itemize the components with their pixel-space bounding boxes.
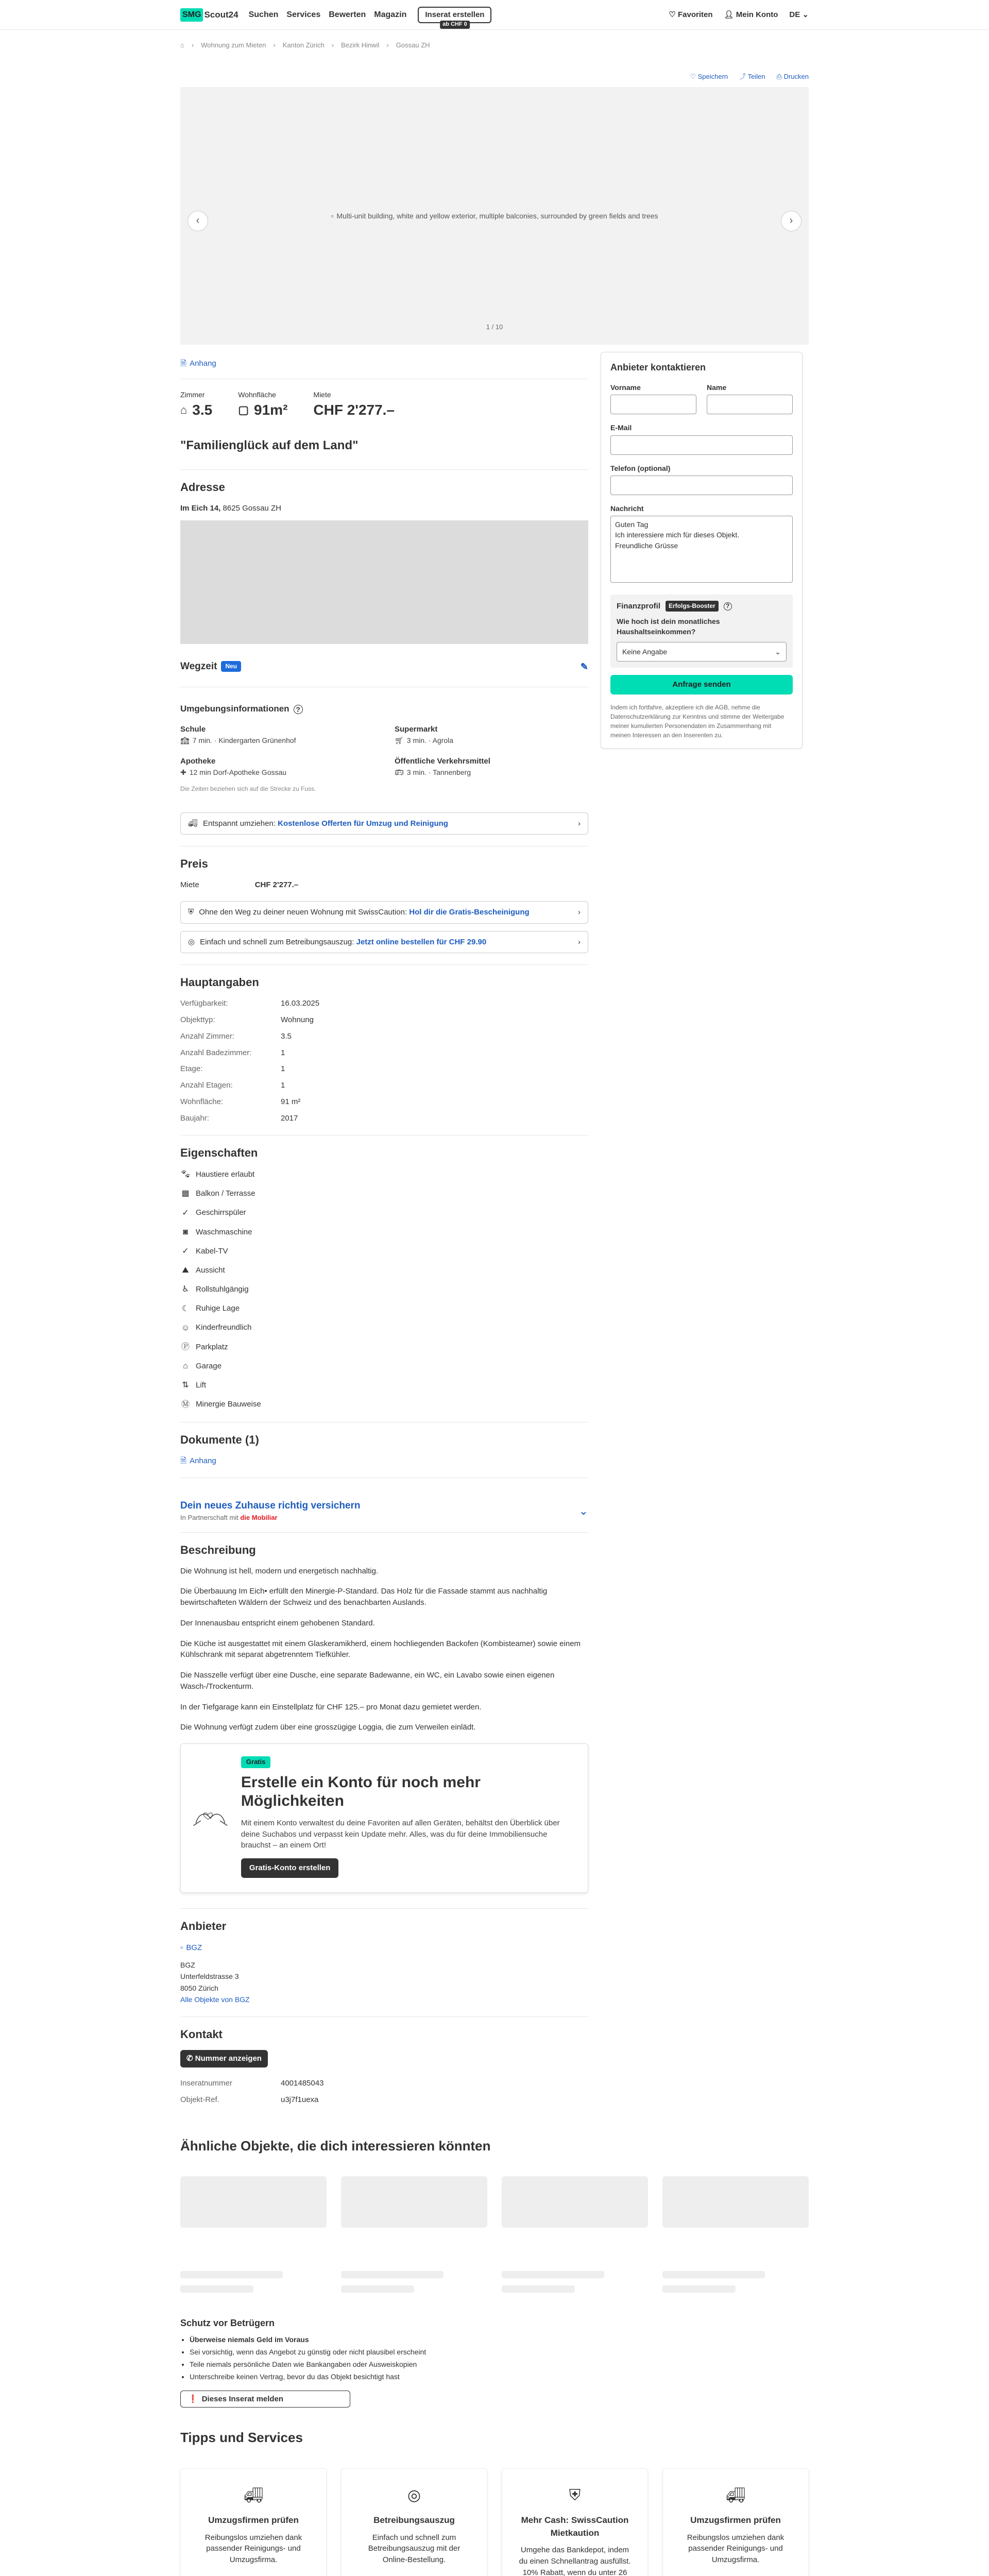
feature-item [180, 1360, 588, 1372]
warning-icon: ❗ [188, 2394, 198, 2403]
promo-text: Ohne den Weg zu deiner neuen Wohnung mit SwissCaution: [199, 907, 410, 917]
fact-value: 1 [281, 1048, 285, 1057]
provider-logo[interactable] [180, 1942, 588, 1954]
description-paragraph: Die Überbauung Im Eich• erfüllt den Minergie-P-Standard. Das Holz für die Fassade stammt aus nachhaltig bewirtschafteten Wäldern der Schweiz und des benachbarten Auslands. [180, 1587, 548, 1607]
nav-item-bewerten[interactable]: Bewerten [329, 10, 366, 20]
main-facts-table [180, 998, 588, 1124]
check-icon: ✓ [182, 1208, 189, 1217]
chevron-right-icon: › [578, 937, 581, 946]
gallery-image-alt: Multi-unit building, white and yellow exterior, multiple balconies, surrounded by green fields and trees [336, 211, 658, 220]
promo-text: Einfach und schnell zum Betreibungsauszug: [200, 937, 356, 946]
first-name-label: Vorname [610, 383, 641, 392]
key-facts [180, 389, 588, 421]
submit-inquiry-button[interactable]: Anfrage senden [610, 675, 793, 694]
feature-item [180, 1379, 588, 1391]
surrounding-text: 3 min. · Agrola [406, 736, 454, 744]
promo-link[interactable]: Kostenlose Offerten für Umzug und Reinigung [278, 819, 448, 828]
info-icon[interactable]: ? [724, 602, 732, 611]
similar-card-placeholder[interactable] [341, 2176, 487, 2296]
phone-field[interactable] [610, 476, 793, 495]
view-icon: ⛰︎ [182, 1266, 189, 1275]
consent-text: Indem ich fortfahre, akzeptiere ich die AGB, nehme die Datenschutzerklärung zur Kenntnis und stimme der Weitergabe meiner kumulierten Personendaten im Zusammenhang mit meinen Interessen an den Inserenten zu. [610, 704, 785, 739]
fact-label: Anzahl Zimmer: [180, 1031, 235, 1041]
logo-brand: SMG [180, 8, 203, 21]
fraud-tip: • Sei vorsichtig, wenn das Angebot zu günstig oder nicht plausibel erscheint [190, 2346, 588, 2359]
chevron-down-icon: ⌄ [775, 648, 781, 656]
show-number-label: Nummer anzeigen [195, 2054, 262, 2063]
fraud-section [180, 2316, 588, 2408]
description-paragraph: Die Wohnung verfügt zudem über eine grosszügige Loggia, die zum Verweilen einlädt. [180, 1723, 476, 1732]
feature-item [180, 1168, 588, 1180]
parking-icon: Ⓟ [181, 1342, 190, 1351]
provider-heading: Anbieter [180, 1919, 227, 1933]
insurance-sub: In Partnerschaft mit [180, 1513, 238, 1521]
similar-card-placeholder[interactable] [662, 2176, 809, 2296]
printer-icon: ⎙ [776, 73, 782, 80]
document-link[interactable] [180, 1455, 588, 1467]
insurance-title: Dein neues Zuhause richtig versichern [180, 1500, 361, 1512]
last-name-label: Name [707, 383, 727, 392]
phone-icon: ✆ [186, 2054, 193, 2063]
surrounding-pharmacy [180, 756, 374, 777]
breadcrumb-item[interactable]: Wohnung zum Mieten [201, 41, 266, 49]
gallery-prev-button[interactable] [187, 211, 208, 231]
certificate-icon: ◎ [407, 2486, 421, 2504]
heart-hands-illustration [191, 1789, 230, 1845]
fraud-list [180, 2334, 588, 2383]
fact-value: 91 m² [281, 1097, 301, 1106]
share-button[interactable] [739, 72, 765, 82]
favorites-label: Favoriten [678, 10, 713, 20]
shield-icon: ⛨ [188, 907, 194, 917]
attachment-link[interactable] [180, 358, 588, 369]
cart-icon: 🛒︎ [395, 736, 404, 744]
wheelchair-icon: ♿︎ [181, 1285, 190, 1294]
breadcrumb: ⌂ › Wohnung zum Mieten › Kanton Zürich › Bezirk Hinwil › Gossau ZH [180, 30, 809, 57]
pet-icon: 🐾︎ [180, 1170, 191, 1179]
listing-actions [180, 72, 809, 82]
contact-heading: Kontakt [180, 2028, 223, 2041]
account-link[interactable] [724, 9, 778, 21]
surrounding-transport [395, 756, 588, 777]
new-badge: Neu [221, 661, 241, 672]
breadcrumb-item[interactable]: Kanton Zürich [282, 41, 325, 49]
feature-item [180, 1207, 588, 1219]
main-nav [249, 9, 407, 21]
surrounding-title: Apotheke [180, 757, 216, 766]
home-icon[interactable]: ⌂ [180, 41, 184, 49]
price-value: CHF 2'277.– [254, 880, 299, 890]
breadcrumb-item[interactable]: Gossau ZH [396, 41, 430, 49]
check-icon: ✓ [182, 1247, 189, 1256]
chevron-right-icon: › [578, 907, 581, 917]
feature-item [180, 1264, 588, 1276]
address-heading: Adresse [180, 481, 225, 494]
tip-card [180, 2468, 327, 2576]
balcony-icon: ▦ [181, 1189, 190, 1198]
fact-label: Anzahl Badezimmer: [180, 1048, 252, 1057]
chevron-right-icon: › [578, 819, 581, 828]
description-paragraph: Der Innenausbau entspricht einem gehobenen Standard. [180, 1618, 375, 1628]
contact-info [180, 2078, 588, 2106]
fact-label: Objekttyp: [180, 1015, 215, 1025]
insert-price-badge: ab CHF 0 [440, 21, 470, 29]
quiet-icon: ☾ [181, 1304, 190, 1313]
feature-label: Aussicht [196, 1265, 225, 1275]
nav-item-suchen[interactable]: Suchen [248, 10, 279, 20]
info-icon[interactable]: ? [294, 705, 303, 714]
washer-icon: ◙ [183, 1227, 188, 1236]
price-heading: Preis [180, 857, 208, 871]
similar-card-placeholder[interactable] [180, 2176, 327, 2296]
description-paragraph: Die Nasszelle verfügt über eine Dusche, eine separate Badewanne, ein WC, ein Lavabo sowie einen eigenen Wasch-/Trockenturm. [180, 1671, 555, 1691]
language-select[interactable] [789, 9, 809, 21]
account-promo-card [180, 1743, 588, 1893]
feature-item [180, 1188, 588, 1199]
documents-heading: Dokumente (1) [180, 1433, 259, 1446]
account-promo-text: Mit einem Konto verwaltest du deine Favoriten auf allen Geräten, behältst den Überblick über deine Suchabos und verpasst kein Update mehr. Alles, was du für deine Immobiliensuche brauchst – an einem Ort! [241, 1818, 560, 1850]
fact-label: Verfügbarkeit: [180, 999, 228, 1008]
language-label: DE [789, 10, 800, 20]
mobiliar-logo: die Mobiliar [240, 1513, 278, 1521]
pharmacy-icon: ✚ [180, 768, 186, 776]
feature-label: Balkon / Terrasse [196, 1189, 255, 1198]
rooms-label: Zimmer [180, 390, 205, 399]
listing-number-label: Inseratnummer [180, 2079, 232, 2088]
wegzeit-row [180, 659, 588, 674]
school-icon: 🏫︎ [180, 736, 190, 744]
tip-title: Umzugsfirmen prüfen [208, 2515, 299, 2525]
income-select-value: Keine Angabe [622, 648, 668, 656]
fact-value: 2017 [281, 1113, 298, 1123]
listing-number-value: 4001485043 [281, 2079, 324, 2088]
truck-icon: 🚚︎ [243, 2486, 264, 2504]
fact-value: Wohnung [281, 1015, 314, 1025]
price-row [180, 879, 588, 891]
share-label: Teilen [747, 73, 765, 80]
betreibung-promo[interactable] [180, 931, 588, 954]
report-listing-button[interactable] [180, 2391, 350, 2408]
tip-title: Umzugsfirmen prüfen [690, 2515, 781, 2525]
user-icon: 👤︎ [724, 10, 734, 20]
heart-icon: ♡ [669, 10, 676, 20]
object-ref-label: Objekt-Ref. [180, 2095, 219, 2104]
finance-question: Wie hoch ist dein monatliches Haushaltseinkommen? [617, 617, 720, 636]
income-select[interactable] [617, 642, 787, 662]
house-icon: ⌂ [180, 403, 187, 417]
surrounding-school [180, 724, 374, 745]
surroundings-title: Umgebungsinformationen [180, 704, 289, 714]
heart-icon: ♡ [690, 73, 696, 80]
lift-icon: ⇅ [182, 1381, 189, 1390]
gallery-counter: 1 / 10 [486, 323, 503, 331]
save-label: Speichern [697, 73, 728, 80]
tip-text: Umgehe das Bankdepot, indem du einen Schnellantrag ausfüllst. 10% Rabatt, wenn du unter 26 [519, 2546, 631, 2576]
rooms-value: 3.5 [192, 401, 213, 418]
features-list [180, 1168, 588, 1410]
surroundings-grid [180, 724, 588, 777]
promo-text: Entspannt umziehen: [203, 819, 278, 828]
fact-value: 3.5 [281, 1031, 292, 1041]
feature-item [180, 1226, 588, 1238]
success-booster-badge: Erfolgs-Booster [666, 601, 719, 612]
tips-heading: Tipps und Services [180, 2430, 303, 2446]
price-label: Miete [180, 880, 199, 890]
surroundings-note: Die Zeiten beziehen sich auf die Strecke zu Fuss. [180, 785, 316, 793]
provider-all-objects-link[interactable]: Alle Objekte von BGZ [180, 1995, 250, 2004]
feature-label: Parkplatz [196, 1342, 228, 1351]
save-button[interactable] [690, 72, 728, 82]
surroundings-heading [180, 703, 588, 716]
document-icon: 🗎︎ [180, 359, 187, 368]
feature-label: Kinderfreundlich [196, 1323, 252, 1332]
rent-value: CHF 2'277.– [313, 401, 395, 418]
description-text [180, 1566, 588, 1734]
fraud-tip: • Überweise niemals Geld im Voraus [190, 2334, 588, 2346]
listing-title: "Familienglück auf dem Land" [180, 438, 359, 453]
tip-card [502, 2468, 648, 2576]
insert-listing-button[interactable] [418, 7, 491, 27]
nav-item-services[interactable]: Services [286, 10, 321, 20]
address-text [180, 503, 588, 514]
print-label: Drucken [783, 73, 809, 80]
chevron-right-icon: › [789, 215, 793, 227]
similar-card-placeholder[interactable] [502, 2176, 648, 2296]
shield-icon: ⛨ [569, 2486, 581, 2504]
gallery-next-button[interactable] [781, 211, 802, 231]
similar-heading: Ähnliche Objekte, die dich interessieren könnten [180, 2138, 491, 2154]
feature-item [180, 1283, 588, 1295]
feature-label: Haustiere erlaubt [196, 1170, 255, 1179]
fact-value: 1 [281, 1064, 285, 1074]
last-name-field[interactable] [707, 395, 793, 414]
image-gallery[interactable] [180, 87, 809, 345]
truck-icon: 🚚︎ [725, 2486, 746, 2504]
broken-image-icon: ▫ [331, 211, 334, 220]
surrounding-title: Öffentliche Verkehrsmittel [395, 757, 490, 766]
tip-card [341, 2468, 487, 2576]
wegzeit-label: Wegzeit [180, 660, 217, 672]
child-icon: ☺ [181, 1323, 190, 1332]
breadcrumb-item[interactable]: Bezirk Hinwil [341, 41, 380, 49]
insurance-accordion[interactable] [180, 1499, 588, 1522]
feature-item [180, 1399, 588, 1411]
description-paragraph: Die Küche ist ausgestattet mit einem Glaskeramikherd, einem hochliegenden Backofen (Kombisteamer) sowie einem Kühlschrank mit separat abgetrenntem Tiefkühler. [180, 1639, 581, 1659]
description-paragraph: In der Tiefgarage kann ein Einstellplatz für CHF 125.– pro Monat dazu gemietet werden. [180, 1702, 482, 1711]
edit-icon[interactable]: ✎ [580, 661, 588, 672]
feature-label: Waschmaschine [196, 1227, 252, 1236]
tip-text: Reibungslos umziehen dank passender Reinigungs- und Umzugsfirma. [204, 2533, 302, 2565]
fact-label: Wohnfläche: [180, 1097, 224, 1106]
tip-title: Betreibungsauszug [373, 2515, 455, 2525]
fact-label: Baujahr: [180, 1113, 209, 1123]
fact-label: Anzahl Etagen: [180, 1081, 233, 1090]
area-label: Wohnfläche [238, 390, 276, 399]
first-name-field[interactable] [610, 395, 696, 414]
moving-promo[interactable] [180, 812, 588, 835]
provider-city: 8050 Zürich [180, 1984, 218, 1992]
feature-label: Minergie Bauweise [196, 1400, 261, 1409]
share-icon: ⤴ [739, 73, 746, 80]
finance-label: Finanzprofil [617, 601, 660, 611]
print-button[interactable] [777, 72, 809, 82]
map[interactable] [180, 520, 588, 644]
top-header [0, 0, 989, 30]
favorites-link[interactable] [669, 9, 712, 21]
surrounding-text: 12 min Dorf-Apotheke Gossau [189, 768, 287, 776]
contact-form-heading: Anbieter kontaktieren [610, 362, 706, 372]
surrounding-text: 3 min. · Tannenberg [406, 768, 471, 776]
bus-icon: 🚌︎ [395, 768, 404, 776]
phone-label: Telefon (optional) [610, 464, 671, 472]
main-facts-heading: Hauptangaben [180, 976, 259, 989]
feature-label: Lift [196, 1381, 207, 1390]
insert-listing-label: Inserat erstellen [425, 10, 485, 20]
provider-street: Unterfeldstrasse 3 [180, 1972, 239, 1981]
gallery-image [331, 211, 658, 221]
attachment-label: Anhang [190, 359, 216, 368]
surrounding-supermarket [395, 724, 588, 745]
swisscaution-promo[interactable] [180, 901, 588, 924]
garage-icon: ⌂ [183, 1362, 188, 1371]
tip-card [662, 2468, 809, 2576]
fraud-heading: Schutz vor Betrügern [180, 2318, 275, 2329]
fact-value: 1 [281, 1081, 285, 1090]
document-icon: 🗎︎ [180, 1456, 187, 1465]
feature-label: Ruhige Lage [196, 1304, 240, 1313]
description-paragraph: Die Wohnung ist hell, modern und energetisch nachhaltig. [180, 1566, 379, 1575]
nav-item-magazin[interactable]: Magazin [374, 10, 407, 20]
area-icon: ▢ [238, 403, 249, 417]
truck-icon: 🚚︎ [188, 819, 198, 828]
address-street: Im Eich 14, [180, 504, 221, 513]
account-promo-title: Erstelle ein Konto für noch mehr Möglichkeiten [241, 1773, 481, 1809]
feature-item [180, 1303, 588, 1315]
promo-link[interactable]: Jetzt online bestellen für CHF 29.90 [356, 937, 487, 946]
contact-form [601, 352, 803, 749]
address-city: 8625 Gossau ZH [223, 504, 281, 513]
provider-logo-alt: BGZ [186, 1943, 202, 1952]
features-heading: Eigenschaften [180, 1146, 258, 1160]
provider-block [180, 1942, 588, 2006]
tip-text: Reibungslos umziehen dank passender Reinigungs- und Umzugsfirma. [687, 2533, 785, 2565]
provider-name: BGZ [180, 1960, 195, 1969]
similar-listings [180, 2176, 809, 2296]
certificate-icon: ◎ [188, 937, 195, 946]
finance-profile [610, 595, 793, 668]
tip-title: Mehr Cash: SwissCaution Mietkaution [521, 2515, 629, 2538]
object-ref-value: u3j7f1uexa [281, 2095, 319, 2104]
chevron-down-icon: ⌄ [578, 1504, 588, 1517]
logo-text: Scout24 [204, 9, 238, 20]
email-label: E-Mail [610, 423, 632, 432]
description-heading: Beschreibung [180, 1543, 256, 1556]
promo-link[interactable]: Hol dir die Gratis-Bescheinigung [409, 907, 530, 917]
feature-label: Kabel-TV [196, 1246, 228, 1256]
report-listing-label: Dieses Inserat melden [201, 2394, 284, 2403]
rent-label: Miete [313, 390, 331, 399]
tip-text: Einfach und schnell zum Betreibungsauszug mit der Online-Bestellung. [368, 2533, 461, 2565]
feature-label: Garage [196, 1361, 222, 1370]
email-field[interactable] [610, 435, 793, 455]
broken-image-icon: ▫ [180, 1943, 183, 1952]
fraud-tip: • Unterschreibe keinen Vertrag, bevor du das Objekt besichtigt hast [190, 2371, 588, 2383]
create-account-button[interactable]: Gratis-Konto erstellen [241, 1858, 339, 1878]
fact-value: 16.03.2025 [281, 999, 320, 1008]
feature-item [180, 1245, 588, 1257]
surrounding-text: 7 min. · Kindergarten Grünenhof [192, 736, 296, 744]
fact-label: Etage: [180, 1064, 203, 1074]
contact-sidebar [601, 352, 803, 2106]
tips-cards [180, 2468, 809, 2576]
message-field[interactable] [610, 516, 793, 583]
surrounding-title: Supermarkt [395, 725, 438, 734]
show-number-button[interactable] [180, 2050, 268, 2067]
minergie-icon: Ⓜ [181, 1400, 190, 1409]
chevron-down-icon: ⌄ [802, 10, 809, 20]
account-label: Mein Konto [736, 10, 778, 20]
document-label: Anhang [190, 1456, 216, 1465]
site-logo[interactable] [180, 8, 238, 21]
free-tag: Gratis [241, 1756, 271, 1768]
fraud-tip: • Teile niemals persönliche Daten wie Bankangaben oder Ausweiskopien [190, 2359, 588, 2371]
surrounding-title: Schule [180, 725, 206, 734]
feature-item [180, 1322, 588, 1334]
feature-item [180, 1341, 588, 1353]
area-value: 91m² [254, 401, 288, 418]
feature-label: Rollstuhlgängig [196, 1285, 249, 1294]
feature-label: Geschirrspüler [196, 1208, 246, 1217]
chevron-left-icon: ‹ [196, 215, 200, 227]
message-label: Nachricht [610, 504, 644, 513]
